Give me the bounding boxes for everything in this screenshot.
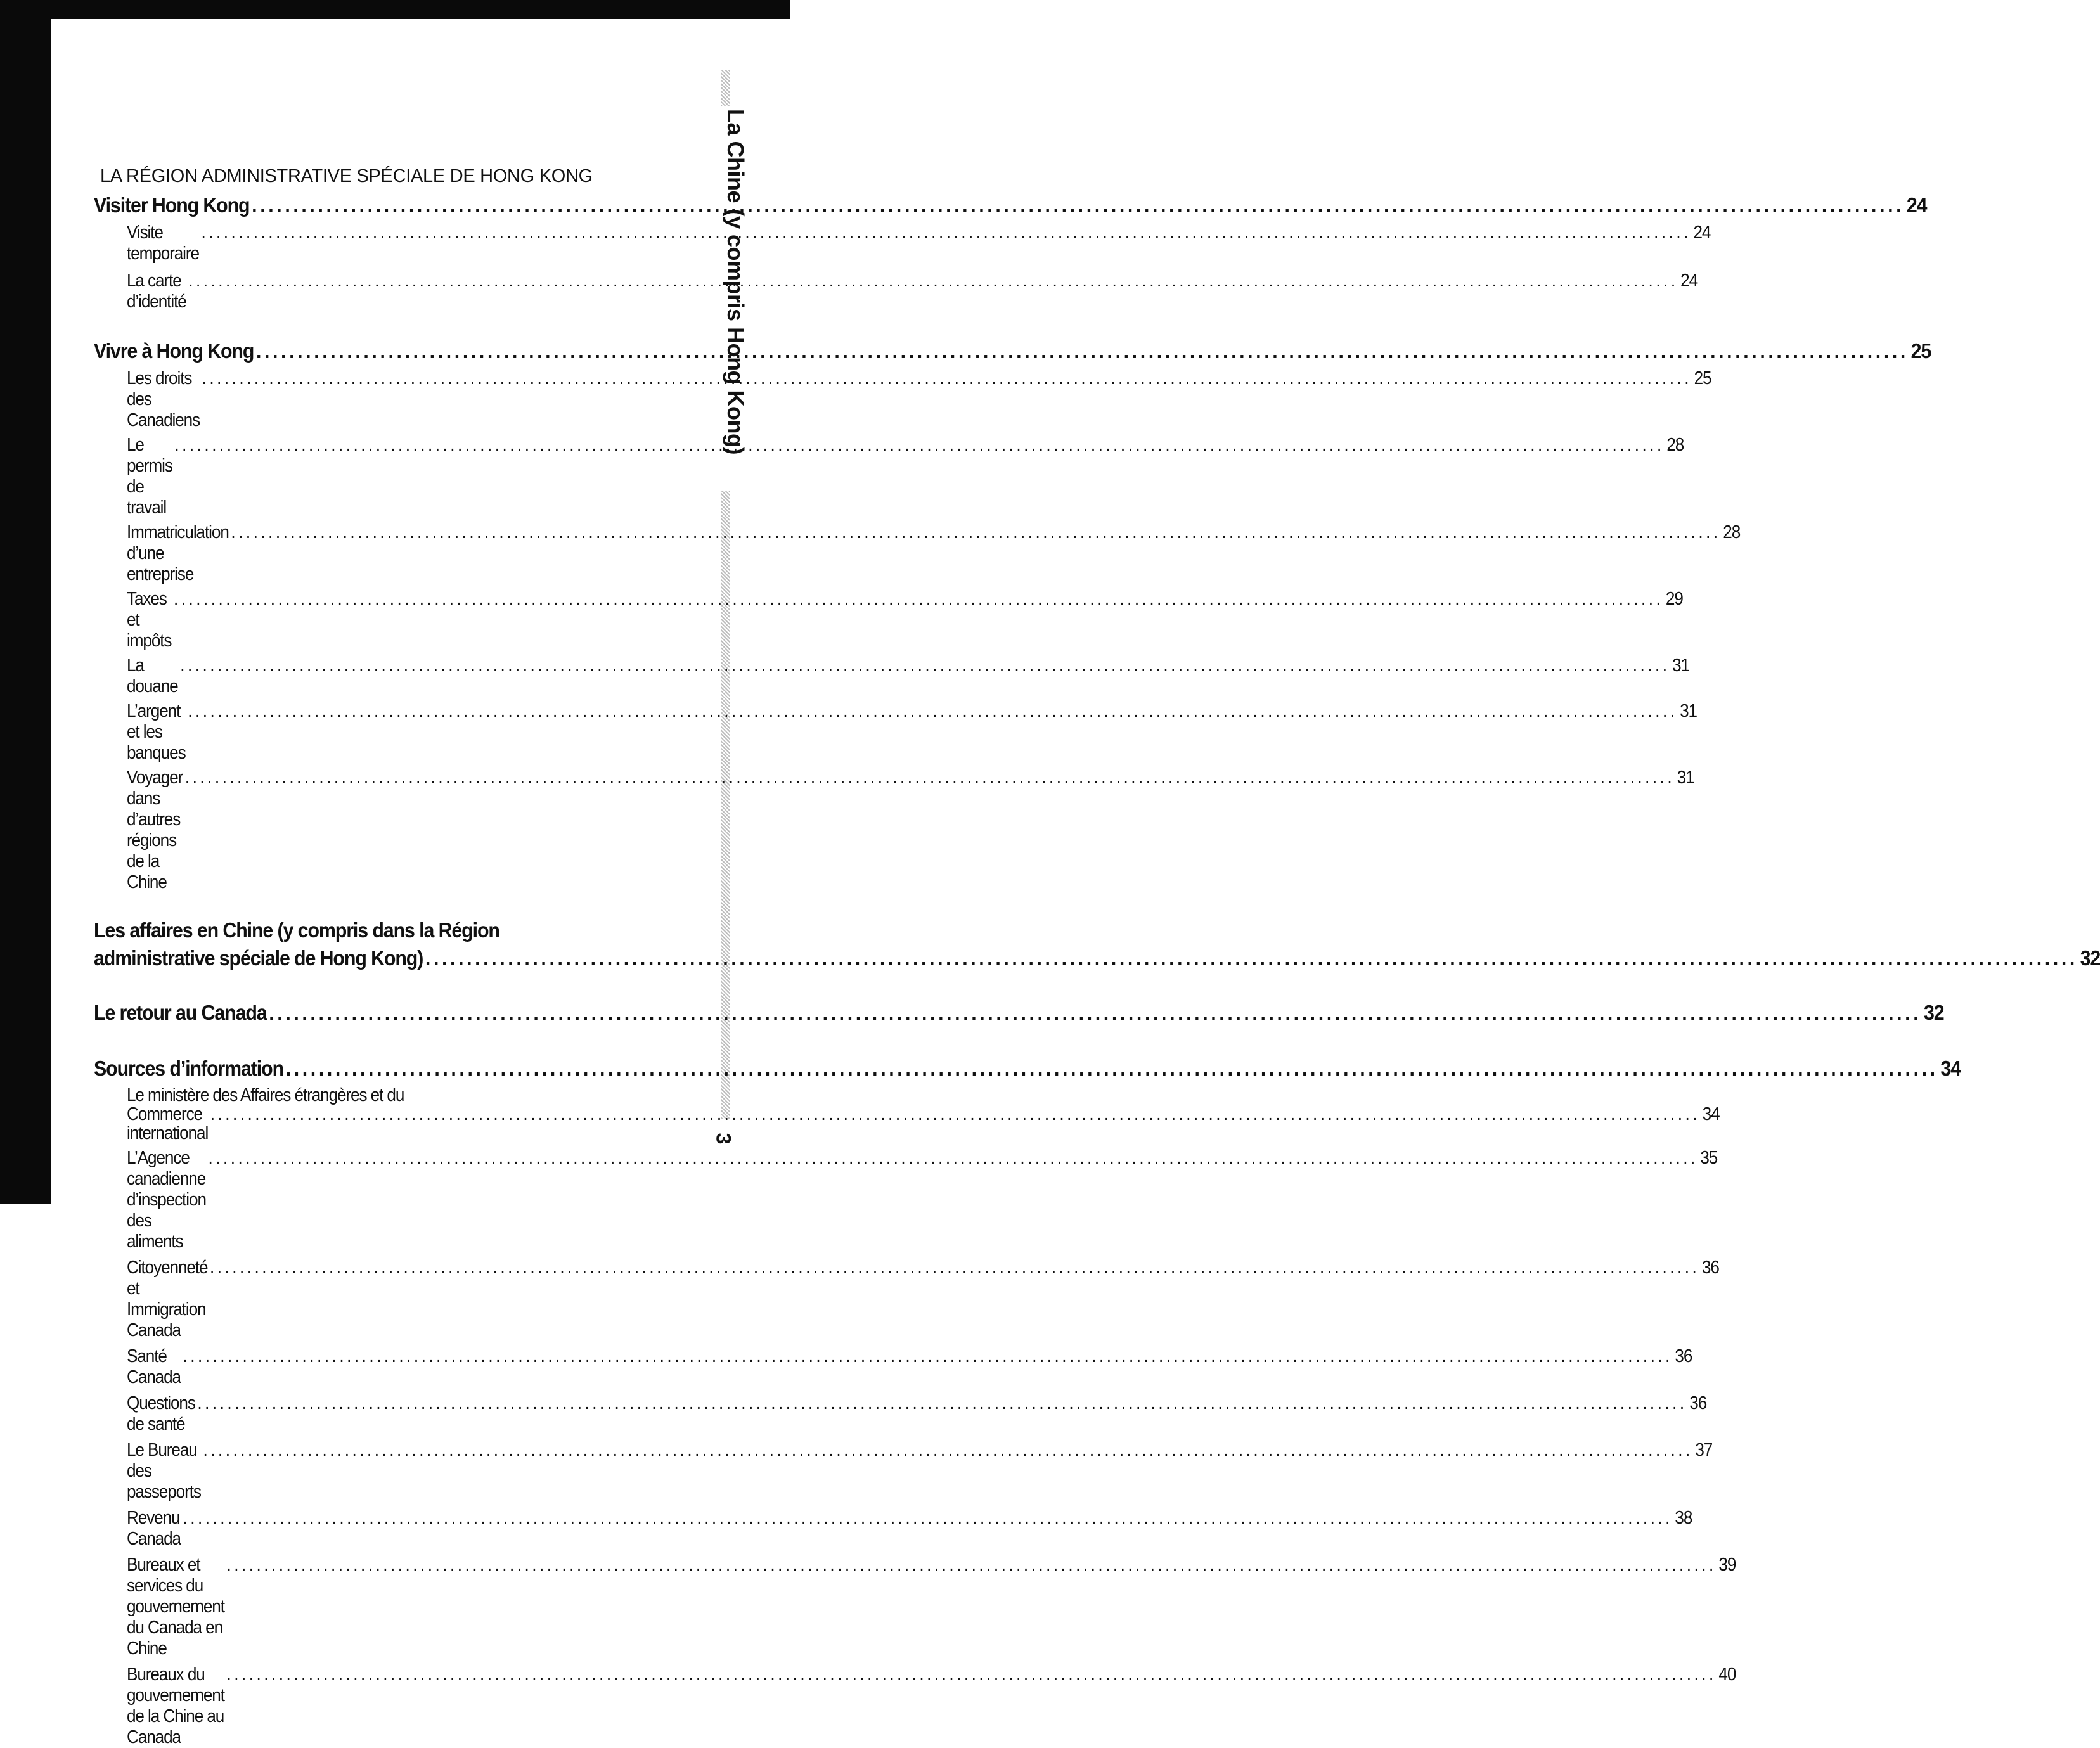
dot-leader: ........................................................................................................................................................................................................: [183, 1508, 1673, 1528]
dot-leader: ........................................................................................................................................................................................................: [184, 768, 1675, 788]
toc-entry-page: 25: [1694, 368, 1711, 389]
toc-entry-page: 31: [1680, 701, 1697, 721]
toc-entry-page: 31: [1677, 768, 1694, 788]
toc-entry-label-line1: Les affaires en Chine (y compris dans la Région: [94, 918, 499, 942]
dot-leader: ........................................................................................................................................................................................................: [183, 1346, 1673, 1366]
dot-leader: [252, 193, 1904, 217]
toc-entry-visiter[interactable]: [94, 193, 1927, 217]
toc-subentry-multiline[interactable]: [127, 1085, 1720, 1143]
toc-entry-label: Immatriculation d’une entreprise: [127, 522, 229, 584]
dot-leader: ........................................................................................................................................................................................................: [188, 271, 1678, 291]
dot-leader: ........................................................................................................................................................................................................: [174, 435, 1665, 455]
toc-subentry[interactable]: [127, 655, 1689, 697]
toc-subentry[interactable]: [127, 522, 1741, 585]
toc-entry-label-line1: Le ministère des Affaires étrangères et du: [127, 1085, 404, 1105]
toc-entry-vivre[interactable]: [94, 339, 1931, 363]
toc-entry-label: Revenu Canada: [127, 1508, 181, 1549]
toc-entry-label: Taxes et impôts: [127, 589, 172, 651]
toc-entry-affaires-line2: [94, 946, 2100, 970]
toc-entry-label: Sources d’information: [94, 1057, 284, 1080]
toc-entry-page: 39: [1718, 1555, 1736, 1575]
section-caption: LA RÉGION ADMINISTRATIVE SPÉCIALE DE HONG KONG: [100, 166, 593, 186]
toc-entry-page: 34: [1702, 1104, 1720, 1124]
dot-leader: ........................................................................................................................................................................................................: [180, 655, 1670, 676]
toc-subentry[interactable]: [127, 1440, 1713, 1503]
toc-entry-page: 24: [1906, 193, 1927, 217]
toc-entry-label: Visiter Hong Kong: [94, 193, 250, 217]
toc-entry-retour[interactable]: [94, 1001, 1944, 1025]
dot-leader: ........................................................................................................................................................................................................: [201, 222, 1691, 243]
toc-entry-label: Santé Canada: [127, 1346, 181, 1387]
toc-entry-affaires[interactable]: [94, 918, 2100, 970]
dot-leader: [425, 946, 2078, 970]
toc-entry-page: 24: [1693, 222, 1711, 243]
toc-entry-label: L’argent et les banques: [127, 701, 186, 763]
toc-entry-label: Le permis de travail: [127, 435, 172, 518]
toc-entry-page: 38: [1675, 1508, 1692, 1528]
toc-subentry[interactable]: [127, 271, 1698, 312]
toc-entry-label: Le retour au Canada: [94, 1001, 267, 1024]
page-number: 3: [712, 1133, 735, 1145]
toc-subentry[interactable]: [127, 1393, 1707, 1435]
side-title-text: La Chine (y compris Hong Kong): [723, 109, 749, 455]
toc-entry-label: Citoyenneté et Immigration Canada: [127, 1257, 208, 1340]
dot-leader: ........................................................................................................................................................................................................: [173, 589, 1664, 609]
dot-leader: ........................................................................................................................................................................................................: [210, 1104, 1701, 1124]
scan-left-border: [0, 0, 51, 1204]
toc-entry-label-line2: administrative spéciale de Hong Kong): [94, 946, 423, 970]
toc-entry-page: 32: [1923, 1001, 1944, 1024]
toc-entry-label: Vivre à Hong Kong: [94, 339, 254, 363]
toc-subentry[interactable]: [127, 1346, 1692, 1388]
toc-entry-page: 25: [1910, 339, 1931, 363]
toc-entry-label: Questions de santé: [127, 1393, 195, 1434]
toc-entry-page: 32: [2080, 946, 2100, 970]
toc-subentry[interactable]: [127, 589, 1683, 652]
dot-leader: ........................................................................................................................................................................................................: [226, 1664, 1717, 1685]
toc-subentry[interactable]: [127, 768, 1694, 893]
side-stripe-top: [721, 70, 730, 106]
toc-subentry[interactable]: [127, 701, 1697, 764]
toc-entry-label: Les droits des Canadiens: [127, 368, 200, 430]
toc-entry-page: 36: [1701, 1257, 1719, 1278]
dot-leader: ........................................................................................................................................................................................................: [202, 368, 1692, 389]
toc-entry-page: 37: [1695, 1440, 1713, 1460]
dot-leader: ........................................................................................................................................................................................................: [231, 522, 1721, 543]
toc-entry-label: Bureaux du gouvernement de la Chine au Canada: [127, 1664, 224, 1747]
toc-subentry[interactable]: [127, 368, 1711, 431]
toc-entry-label: L’Agence canadienne d’inspection des aliments: [127, 1148, 206, 1252]
dot-leader: ........................................................................................................................................................................................................: [203, 1440, 1693, 1460]
toc-entry-page: 28: [1666, 435, 1684, 455]
dot-leader: ........................................................................................................................................................................................................: [226, 1555, 1717, 1575]
dot-leader: ........................................................................................................................................................................................................: [188, 701, 1678, 721]
toc-entry-page: 29: [1665, 589, 1683, 609]
toc-subentry[interactable]: [127, 1148, 1718, 1252]
dot-leader: [286, 1057, 1938, 1081]
toc-entry-page: 24: [1680, 271, 1698, 291]
toc-entry-page: 40: [1718, 1664, 1736, 1685]
toc-entry-label: Le Bureau des passeports: [127, 1440, 201, 1502]
toc-subentry[interactable]: [127, 1555, 1736, 1659]
toc-entry-label: Visite temporaire: [127, 222, 199, 264]
dot-leader: [269, 1001, 1921, 1025]
toc-entry-page: 35: [1700, 1148, 1718, 1168]
toc-entry-page: 28: [1723, 522, 1741, 543]
toc-entry-page: 36: [1675, 1346, 1692, 1366]
toc-subentry[interactable]: [127, 222, 1711, 264]
dot-leader: ........................................................................................................................................................................................................: [197, 1393, 1687, 1413]
toc-subentry[interactable]: [127, 1508, 1692, 1550]
toc-entry-page: 34: [1940, 1057, 1961, 1080]
toc-entry-label-line2: Commerce international: [127, 1104, 209, 1143]
toc-entry-page: 31: [1672, 655, 1689, 676]
toc-entry-label: La carte d’identité: [127, 271, 186, 312]
dot-leader: ........................................................................................................................................................................................................: [210, 1257, 1700, 1278]
dot-leader: ........................................................................................................................................................................................................: [208, 1148, 1698, 1168]
dot-leader: [256, 339, 1909, 363]
toc-entry-label: La douane: [127, 655, 178, 697]
toc-entry-sources[interactable]: [94, 1057, 1961, 1081]
toc-entry-label: Bureaux et services du gouvernement du Canada en Chine: [127, 1555, 224, 1659]
toc-entry-page: 36: [1689, 1393, 1707, 1413]
toc-subentry[interactable]: [127, 435, 1684, 518]
toc-subentry[interactable]: [127, 1257, 1719, 1341]
toc-subentry[interactable]: [127, 1664, 1736, 1748]
toc-entry-label: Voyager dans d’autres régions de la Chine: [127, 768, 183, 892]
scan-top-border: [0, 0, 790, 19]
